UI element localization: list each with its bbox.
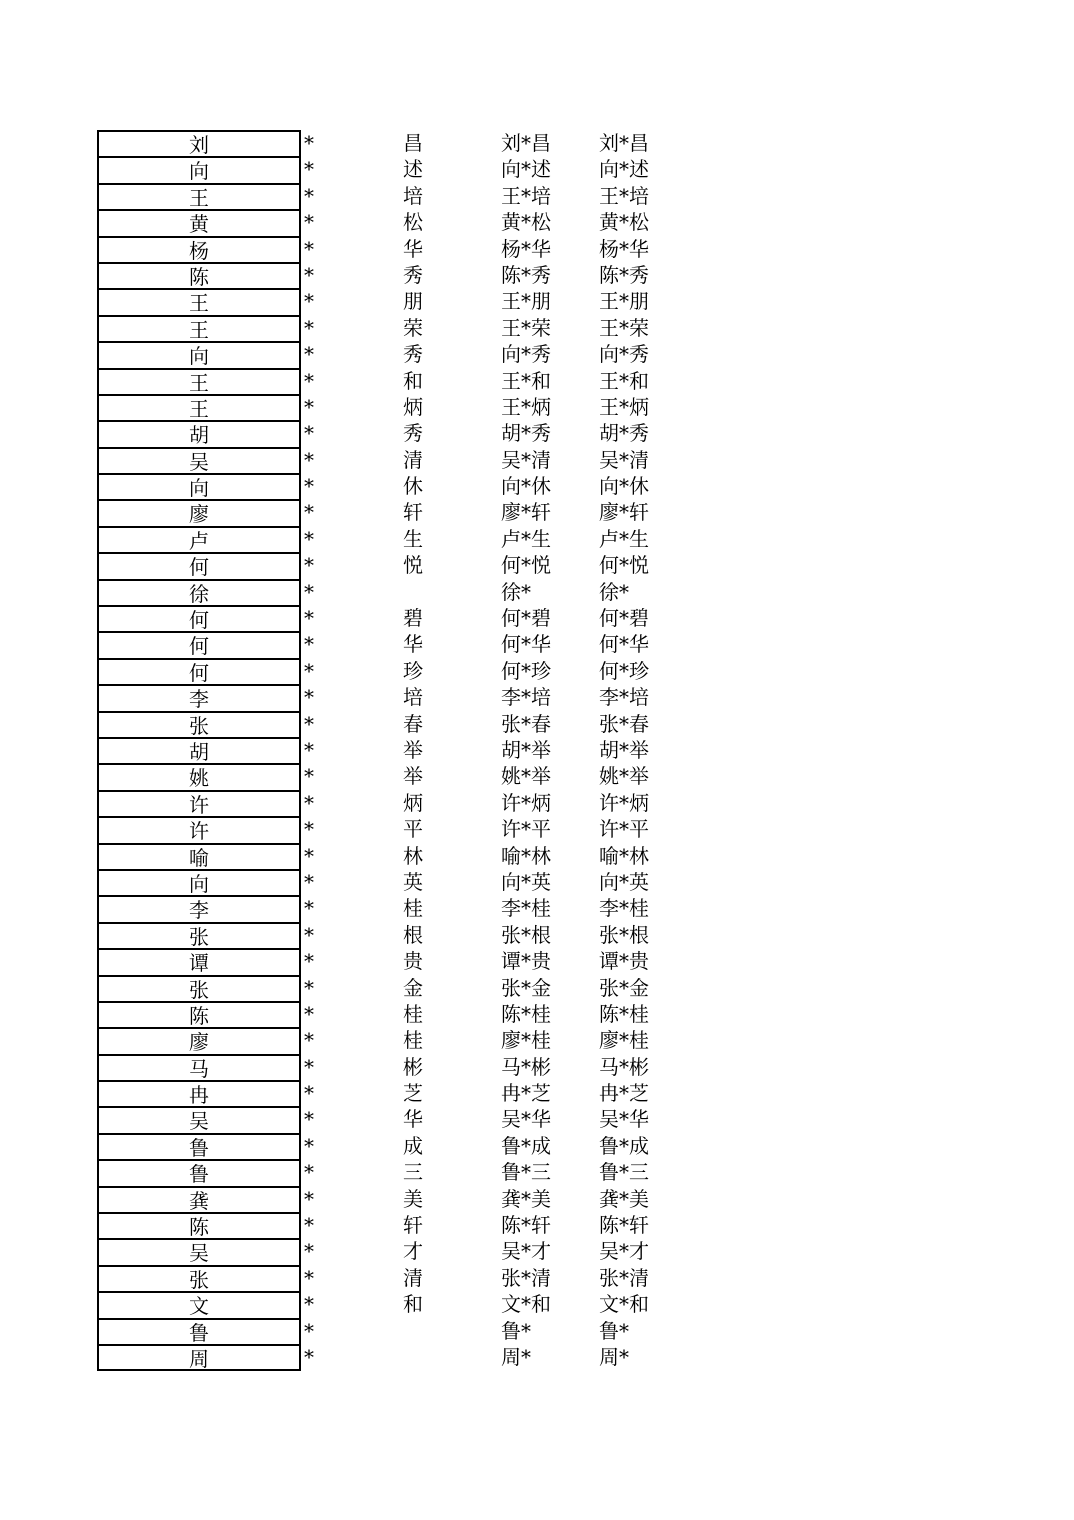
- spreadsheet-page: [0, 130, 1074, 1370]
- mask-cell[interactable]: *: [304, 315, 314, 340]
- masked-name-cell[interactable]: 廖*轩: [501, 500, 551, 525]
- masked-name-cell[interactable]: 马*彬: [501, 1054, 551, 1079]
- masked-name-copy-cell[interactable]: 李*培: [599, 685, 649, 710]
- mask-cell[interactable]: *: [304, 447, 314, 472]
- masked-name-copy-cell[interactable]: 张*金: [599, 975, 649, 1000]
- masked-name-cell[interactable]: 王*培: [501, 183, 551, 208]
- given-name-cell[interactable]: 贵: [403, 949, 423, 974]
- table-row: [0, 684, 1074, 710]
- given-name-cell[interactable]: 轩: [403, 1213, 423, 1238]
- given-name-cell[interactable]: 举: [403, 764, 423, 789]
- surname-cell[interactable]: 胡: [97, 737, 301, 763]
- masked-name-copy-cell[interactable]: 何*珍: [599, 658, 649, 683]
- mask-cell[interactable]: *: [304, 817, 314, 842]
- mask-cell[interactable]: *: [304, 685, 314, 710]
- table-row: [0, 368, 1074, 394]
- mask-cell[interactable]: *: [304, 210, 314, 235]
- surname-cell[interactable]: 文: [97, 1291, 301, 1317]
- given-name-cell[interactable]: 才: [403, 1239, 423, 1264]
- mask-cell[interactable]: *: [304, 421, 314, 446]
- masked-name-cell[interactable]: 何*华: [501, 632, 551, 657]
- mask-cell[interactable]: *: [304, 1213, 314, 1238]
- mask-cell[interactable]: *: [304, 394, 314, 419]
- masked-name-copy-cell[interactable]: 冉*芝: [599, 1081, 649, 1106]
- surname-cell[interactable]: 王: [97, 368, 301, 394]
- surname-cell[interactable]: 鲁: [97, 1318, 301, 1344]
- table-row: [0, 447, 1074, 473]
- mask-cell[interactable]: *: [304, 368, 314, 393]
- masked-name-cell[interactable]: 何*珍: [501, 658, 551, 683]
- given-name-cell[interactable]: 生: [403, 526, 423, 551]
- masked-name-cell[interactable]: 李*桂: [501, 896, 551, 921]
- masked-name-copy-cell[interactable]: 廖*桂: [599, 1028, 649, 1053]
- mask-cell[interactable]: *: [304, 1054, 314, 1079]
- surname-cell[interactable]: 何: [97, 631, 301, 657]
- masked-name-copy-cell[interactable]: 向*英: [599, 869, 649, 894]
- given-name-cell[interactable]: 举: [403, 737, 423, 762]
- masked-name-cell[interactable]: 王*炳: [501, 394, 551, 419]
- surname-cell[interactable]: 何: [97, 552, 301, 578]
- given-name-cell[interactable]: 成: [403, 1133, 423, 1158]
- table-row: [0, 1133, 1074, 1159]
- given-name-cell[interactable]: 珍: [403, 658, 423, 683]
- masked-name-copy-cell[interactable]: 陈*轩: [599, 1213, 649, 1238]
- table-row: [0, 895, 1074, 921]
- masked-name-copy-cell[interactable]: 胡*秀: [599, 421, 649, 446]
- masked-name-cell[interactable]: 吴*清: [501, 447, 551, 472]
- mask-cell[interactable]: *: [304, 131, 314, 155]
- masked-name-copy-cell[interactable]: 吴*清: [599, 447, 649, 472]
- masked-name-copy-cell[interactable]: 鲁*成: [599, 1133, 649, 1158]
- masked-name-copy-cell[interactable]: 向*休: [599, 474, 649, 499]
- masked-name-cell[interactable]: 徐*: [501, 579, 531, 604]
- given-name-cell[interactable]: 桂: [403, 1028, 423, 1053]
- masked-name-cell[interactable]: 鲁*成: [501, 1133, 551, 1158]
- masked-name-cell[interactable]: 刘*昌: [501, 131, 551, 155]
- given-name-cell[interactable]: 清: [403, 447, 423, 472]
- masked-name-cell[interactable]: 吴*华: [501, 1107, 551, 1132]
- masked-name-copy-cell[interactable]: 马*彬: [599, 1054, 649, 1079]
- mask-cell[interactable]: *: [304, 1001, 314, 1026]
- masked-name-cell[interactable]: 鲁*三: [501, 1160, 551, 1185]
- table-row: [0, 1265, 1074, 1291]
- table-row: [0, 315, 1074, 341]
- masked-name-copy-cell[interactable]: 许*平: [599, 817, 649, 842]
- masked-name-copy-cell[interactable]: 向*述: [599, 157, 649, 182]
- masked-name-cell[interactable]: 向*英: [501, 869, 551, 894]
- masked-name-cell[interactable]: 王*朋: [501, 289, 551, 314]
- surname-cell[interactable]: 陈: [97, 1001, 301, 1027]
- masked-name-cell[interactable]: 龚*美: [501, 1186, 551, 1211]
- masked-name-copy-cell[interactable]: 张*根: [599, 922, 649, 947]
- surname-cell[interactable]: 向: [97, 473, 301, 499]
- masked-name-cell[interactable]: 陈*桂: [501, 1001, 551, 1026]
- given-name-cell[interactable]: 桂: [403, 1001, 423, 1026]
- mask-cell[interactable]: *: [304, 1160, 314, 1185]
- masked-name-cell[interactable]: 何*悦: [501, 553, 551, 578]
- table-row: [0, 1318, 1074, 1344]
- masked-name-cell[interactable]: 张*金: [501, 975, 551, 1000]
- given-name-cell[interactable]: 三: [403, 1160, 423, 1185]
- surname-cell[interactable]: 鲁: [97, 1159, 301, 1185]
- surname-cell[interactable]: 刘: [97, 130, 301, 156]
- masked-name-cell[interactable]: 张*清: [501, 1265, 551, 1290]
- surname-cell[interactable]: 陈: [97, 1212, 301, 1238]
- surname-cell[interactable]: 谭: [97, 948, 301, 974]
- masked-name-copy-cell[interactable]: 陈*桂: [599, 1001, 649, 1026]
- table-row: [0, 288, 1074, 314]
- surname-cell[interactable]: 周: [97, 1344, 301, 1371]
- mask-cell[interactable]: *: [304, 1081, 314, 1106]
- surname-cell[interactable]: 廖: [97, 1027, 301, 1053]
- given-name-cell[interactable]: 荣: [403, 315, 423, 340]
- table-row: [0, 605, 1074, 631]
- masked-name-copy-cell[interactable]: 吴*才: [599, 1239, 649, 1264]
- mask-cell[interactable]: *: [304, 1028, 314, 1053]
- given-name-cell[interactable]: 金: [403, 975, 423, 1000]
- masked-name-copy-cell[interactable]: 鲁*: [599, 1318, 629, 1343]
- given-name-cell[interactable]: 昌: [403, 131, 423, 155]
- mask-cell[interactable]: *: [304, 1318, 314, 1343]
- mask-cell[interactable]: *: [304, 632, 314, 657]
- surname-cell[interactable]: 张: [97, 711, 301, 737]
- surname-cell[interactable]: 许: [97, 816, 301, 842]
- surname-cell[interactable]: 王: [97, 288, 301, 314]
- mask-cell[interactable]: *: [304, 342, 314, 367]
- masked-name-copy-cell[interactable]: 刘*昌: [599, 131, 649, 155]
- masked-name-copy-cell[interactable]: 何*碧: [599, 606, 649, 631]
- masked-name-cell[interactable]: 张*根: [501, 922, 551, 947]
- surname-cell[interactable]: 张: [97, 975, 301, 1001]
- mask-cell[interactable]: *: [304, 949, 314, 974]
- given-name-cell[interactable]: 和: [403, 368, 423, 393]
- masked-name-cell[interactable]: 谭*贵: [501, 949, 551, 974]
- mask-cell[interactable]: *: [304, 711, 314, 736]
- masked-name-cell[interactable]: 吴*才: [501, 1239, 551, 1264]
- table-row: [0, 499, 1074, 525]
- surname-cell[interactable]: 何: [97, 658, 301, 684]
- masked-name-cell[interactable]: 何*碧: [501, 606, 551, 631]
- mask-cell[interactable]: *: [304, 1107, 314, 1132]
- given-name-cell[interactable]: 朋: [403, 289, 423, 314]
- masked-name-cell[interactable]: 黄*松: [501, 210, 551, 235]
- masked-name-cell[interactable]: 鲁*: [501, 1318, 531, 1343]
- surname-cell[interactable]: 许: [97, 790, 301, 816]
- given-name-cell[interactable]: [403, 1318, 443, 1344]
- surname-cell[interactable]: 王: [97, 315, 301, 341]
- given-name-cell[interactable]: 碧: [403, 606, 423, 631]
- table-row: [0, 1159, 1074, 1185]
- masked-name-copy-cell[interactable]: 周*: [599, 1344, 629, 1369]
- table-row: [0, 341, 1074, 367]
- given-name-cell[interactable]: 轩: [403, 500, 423, 525]
- table-row: [0, 579, 1074, 605]
- masked-name-copy-cell[interactable]: 文*和: [599, 1292, 649, 1317]
- mask-cell[interactable]: *: [304, 262, 314, 287]
- surname-cell[interactable]: 吴: [97, 447, 301, 473]
- surname-cell[interactable]: 喻: [97, 843, 301, 869]
- given-name-cell[interactable]: 秀: [403, 421, 423, 446]
- masked-name-cell[interactable]: 喻*林: [501, 843, 551, 868]
- masked-name-cell[interactable]: 向*述: [501, 157, 551, 182]
- table-row: [0, 262, 1074, 288]
- mask-cell[interactable]: *: [304, 737, 314, 762]
- given-name-cell[interactable]: 美: [403, 1186, 423, 1211]
- table-row: [0, 394, 1074, 420]
- given-name-cell[interactable]: [403, 1344, 443, 1370]
- mask-cell[interactable]: *: [304, 843, 314, 868]
- table-row: [0, 1054, 1074, 1080]
- masked-name-copy-cell[interactable]: 张*春: [599, 711, 649, 736]
- masked-name-copy-cell[interactable]: 向*秀: [599, 342, 649, 367]
- surname-cell[interactable]: 向: [97, 341, 301, 367]
- given-name-cell[interactable]: 松: [403, 210, 423, 235]
- given-name-cell[interactable]: 悦: [403, 553, 423, 578]
- table-row: [0, 922, 1074, 948]
- given-name-cell[interactable]: 培: [403, 183, 423, 208]
- given-name-cell[interactable]: [403, 579, 443, 605]
- mask-cell[interactable]: *: [304, 896, 314, 921]
- surname-cell[interactable]: 陈: [97, 262, 301, 288]
- mask-cell[interactable]: *: [304, 1133, 314, 1158]
- masked-name-copy-cell[interactable]: 胡*举: [599, 737, 649, 762]
- table-row: [0, 183, 1074, 209]
- given-name-cell[interactable]: 芝: [403, 1081, 423, 1106]
- given-name-cell[interactable]: 彬: [403, 1054, 423, 1079]
- surname-cell[interactable]: 徐: [97, 579, 301, 605]
- table-row: [0, 763, 1074, 789]
- mask-cell[interactable]: *: [304, 1292, 314, 1317]
- masked-name-cell[interactable]: 胡*秀: [501, 421, 551, 446]
- mask-cell[interactable]: *: [304, 236, 314, 261]
- mask-cell[interactable]: *: [304, 790, 314, 815]
- masked-name-cell[interactable]: 胡*举: [501, 737, 551, 762]
- masked-name-copy-cell[interactable]: 何*华: [599, 632, 649, 657]
- table-row: [0, 1212, 1074, 1238]
- table-row: [0, 658, 1074, 684]
- masked-name-copy-cell[interactable]: 王*和: [599, 368, 649, 393]
- masked-name-copy-cell[interactable]: 何*悦: [599, 553, 649, 578]
- given-name-cell[interactable]: 休: [403, 474, 423, 499]
- table-row: [0, 1027, 1074, 1053]
- mask-cell[interactable]: *: [304, 606, 314, 631]
- surname-cell[interactable]: 马: [97, 1054, 301, 1080]
- table-row: [0, 1344, 1074, 1370]
- masked-name-copy-cell[interactable]: 王*朋: [599, 289, 649, 314]
- masked-name-cell[interactable]: 张*春: [501, 711, 551, 736]
- given-name-cell[interactable]: 华: [403, 632, 423, 657]
- masked-name-cell[interactable]: 廖*桂: [501, 1028, 551, 1053]
- given-name-cell[interactable]: 清: [403, 1265, 423, 1290]
- masked-name-copy-cell[interactable]: 廖*轩: [599, 500, 649, 525]
- masked-name-cell[interactable]: 陈*轩: [501, 1213, 551, 1238]
- table-row: [0, 552, 1074, 578]
- surname-cell[interactable]: 向: [97, 156, 301, 182]
- surname-cell[interactable]: 杨: [97, 236, 301, 262]
- table-row: [0, 737, 1074, 763]
- surname-cell[interactable]: 姚: [97, 763, 301, 789]
- given-name-cell[interactable]: 秀: [403, 262, 423, 287]
- given-name-cell[interactable]: 培: [403, 685, 423, 710]
- surname-cell[interactable]: 王: [97, 394, 301, 420]
- mask-cell[interactable]: *: [304, 1265, 314, 1290]
- masked-name-cell[interactable]: 陈*秀: [501, 262, 551, 287]
- table-row: [0, 1001, 1074, 1027]
- mask-cell[interactable]: *: [304, 922, 314, 947]
- masked-name-copy-cell[interactable]: 喻*林: [599, 843, 649, 868]
- given-name-cell[interactable]: 林: [403, 843, 423, 868]
- table-row: [0, 473, 1074, 499]
- masked-name-copy-cell[interactable]: 姚*举: [599, 764, 649, 789]
- masked-name-copy-cell[interactable]: 张*清: [599, 1265, 649, 1290]
- mask-cell[interactable]: *: [304, 1344, 314, 1369]
- table-row: [0, 631, 1074, 657]
- surname-cell[interactable]: 鲁: [97, 1133, 301, 1159]
- given-name-cell[interactable]: 华: [403, 1107, 423, 1132]
- masked-name-cell[interactable]: 冉*芝: [501, 1081, 551, 1106]
- masked-name-cell[interactable]: 王*荣: [501, 315, 551, 340]
- masked-name-cell[interactable]: 向*休: [501, 474, 551, 499]
- surname-cell[interactable]: 李: [97, 895, 301, 921]
- given-name-cell[interactable]: 炳: [403, 394, 423, 419]
- mask-cell[interactable]: *: [304, 658, 314, 683]
- surname-cell[interactable]: 李: [97, 684, 301, 710]
- masked-name-cell[interactable]: 许*炳: [501, 790, 551, 815]
- surname-cell[interactable]: 冉: [97, 1080, 301, 1106]
- mask-cell[interactable]: *: [304, 1239, 314, 1264]
- masked-name-cell[interactable]: 杨*华: [501, 236, 551, 261]
- table-row: [0, 948, 1074, 974]
- surname-cell[interactable]: 吴: [97, 1238, 301, 1264]
- mask-cell[interactable]: *: [304, 869, 314, 894]
- surname-cell[interactable]: 龚: [97, 1186, 301, 1212]
- mask-cell[interactable]: *: [304, 500, 314, 525]
- mask-cell[interactable]: *: [304, 975, 314, 1000]
- masked-name-cell[interactable]: 周*: [501, 1344, 531, 1369]
- masked-name-cell[interactable]: 文*和: [501, 1292, 551, 1317]
- surname-cell[interactable]: 张: [97, 922, 301, 948]
- mask-cell[interactable]: *: [304, 553, 314, 578]
- given-name-cell[interactable]: 春: [403, 711, 423, 736]
- surname-cell[interactable]: 向: [97, 869, 301, 895]
- mask-cell[interactable]: *: [304, 764, 314, 789]
- masked-name-copy-cell[interactable]: 卢*生: [599, 526, 649, 551]
- given-name-cell[interactable]: 英: [403, 869, 423, 894]
- table-row: [0, 843, 1074, 869]
- given-name-cell[interactable]: 秀: [403, 342, 423, 367]
- table-row: [0, 711, 1074, 737]
- masked-name-copy-cell[interactable]: 王*荣: [599, 315, 649, 340]
- table-row: [0, 130, 1074, 156]
- surname-cell[interactable]: 黄: [97, 209, 301, 235]
- surname-cell[interactable]: 廖: [97, 499, 301, 525]
- given-name-cell[interactable]: 桂: [403, 896, 423, 921]
- surname-cell[interactable]: 吴: [97, 1106, 301, 1132]
- given-name-cell[interactable]: 述: [403, 157, 423, 182]
- table-row: [0, 1186, 1074, 1212]
- mask-cell[interactable]: *: [304, 1186, 314, 1211]
- given-name-cell[interactable]: 根: [403, 922, 423, 947]
- masked-name-copy-cell[interactable]: 黄*松: [599, 210, 649, 235]
- masked-name-copy-cell[interactable]: 杨*华: [599, 236, 649, 261]
- mask-cell[interactable]: *: [304, 289, 314, 314]
- mask-cell[interactable]: *: [304, 474, 314, 499]
- mask-cell[interactable]: *: [304, 157, 314, 182]
- masked-name-copy-cell[interactable]: 谭*贵: [599, 949, 649, 974]
- surname-cell[interactable]: 胡: [97, 420, 301, 446]
- table-row: [0, 1291, 1074, 1317]
- table-row: [0, 1238, 1074, 1264]
- table-row: [0, 790, 1074, 816]
- masked-name-copy-cell[interactable]: 鲁*三: [599, 1160, 649, 1185]
- masked-name-copy-cell[interactable]: 许*炳: [599, 790, 649, 815]
- table-row: [0, 526, 1074, 552]
- masked-name-cell[interactable]: 姚*举: [501, 764, 551, 789]
- surname-cell[interactable]: 王: [97, 183, 301, 209]
- mask-cell[interactable]: *: [304, 526, 314, 551]
- masked-name-cell[interactable]: 卢*生: [501, 526, 551, 551]
- table-row: [0, 156, 1074, 182]
- surname-cell[interactable]: 张: [97, 1265, 301, 1291]
- masked-name-copy-cell[interactable]: 徐*: [599, 579, 629, 604]
- masked-name-copy-cell[interactable]: 李*桂: [599, 896, 649, 921]
- given-name-cell[interactable]: 平: [403, 817, 423, 842]
- surname-cell[interactable]: 卢: [97, 526, 301, 552]
- table-row: [0, 869, 1074, 895]
- table-row: [0, 975, 1074, 1001]
- surname-cell[interactable]: 何: [97, 605, 301, 631]
- given-name-cell[interactable]: 华: [403, 236, 423, 261]
- masked-name-cell[interactable]: 向*秀: [501, 342, 551, 367]
- given-name-cell[interactable]: 炳: [403, 790, 423, 815]
- masked-name-copy-cell[interactable]: 吴*华: [599, 1107, 649, 1132]
- masked-name-cell[interactable]: 许*平: [501, 817, 551, 842]
- table-row: [0, 236, 1074, 262]
- table-row: [0, 1106, 1074, 1132]
- masked-name-copy-cell[interactable]: 龚*美: [599, 1186, 649, 1211]
- masked-name-copy-cell[interactable]: 王*培: [599, 183, 649, 208]
- table-row: [0, 816, 1074, 842]
- masked-name-copy-cell[interactable]: 陈*秀: [599, 262, 649, 287]
- masked-name-copy-cell[interactable]: 王*炳: [599, 394, 649, 419]
- masked-name-cell[interactable]: 李*培: [501, 685, 551, 710]
- masked-name-cell[interactable]: 王*和: [501, 368, 551, 393]
- given-name-cell[interactable]: 和: [403, 1292, 423, 1317]
- mask-cell[interactable]: *: [304, 183, 314, 208]
- table-row: [0, 420, 1074, 446]
- mask-cell[interactable]: *: [304, 579, 314, 604]
- table-row: [0, 209, 1074, 235]
- table-row: [0, 1080, 1074, 1106]
